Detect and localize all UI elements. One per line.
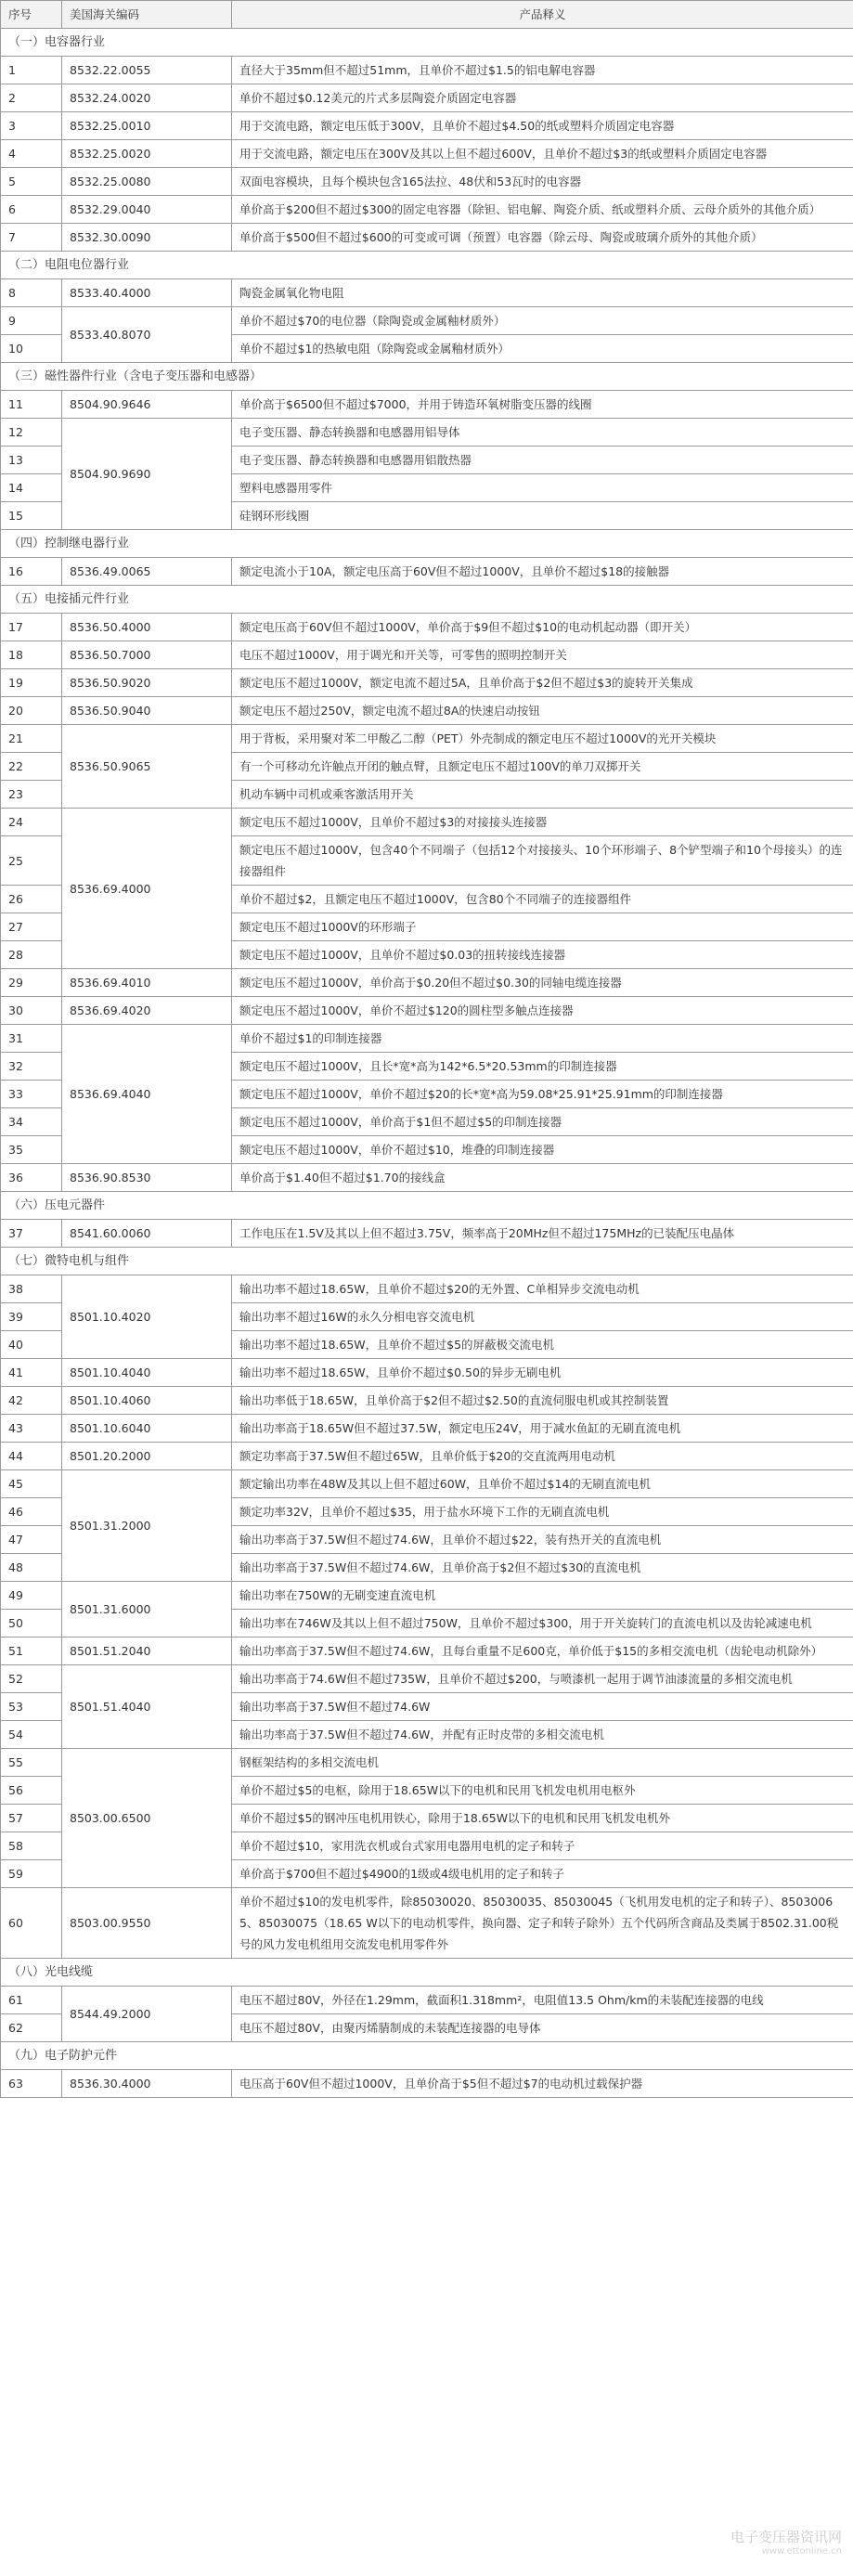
- table-row: [1, 1582, 853, 1610]
- row-number: 19: [1, 669, 62, 697]
- table-row: [1, 391, 853, 419]
- row-number: 4: [1, 140, 62, 168]
- hs-code: 8501.20.2000: [62, 1443, 232, 1470]
- hs-code: 8536.69.4010: [62, 969, 232, 997]
- row-number: 60: [1, 1888, 62, 1959]
- hs-code: 8532.25.0010: [62, 112, 232, 140]
- row-number: 22: [1, 753, 62, 781]
- section-row: [1, 1192, 853, 1220]
- product-description: 直径大于35mm但不超过51mm，且单价不超过$1.5的铝电解电容器: [232, 57, 853, 84]
- row-number: 26: [1, 886, 62, 913]
- product-description: 用于交流电路，额定电压在300V及其以上但不超过600V，且单价不超过$3的纸或塑料介质固定电容器: [232, 140, 853, 168]
- row-number: 48: [1, 1554, 62, 1582]
- hs-code: 8532.24.0020: [62, 84, 232, 112]
- row-number: 40: [1, 1331, 62, 1359]
- table-row: [1, 1470, 853, 1498]
- row-number: 14: [1, 474, 62, 502]
- row-number: 32: [1, 1053, 62, 1081]
- table-row: [1, 641, 853, 669]
- product-description: 单价高于$700但不超过$4900的1级或4级电机用的定子和转子: [232, 1860, 853, 1888]
- product-description: 额定电压不超过1000V，单价高于$0.20但不超过$0.30的同轴电缆连接器: [232, 969, 853, 997]
- row-number: 31: [1, 1025, 62, 1053]
- product-description: 单价不超过$5的电枢，除用于18.65W以下的电机和民用飞机发电机用电枢外: [232, 1777, 853, 1805]
- product-description: 额定功率高于37.5W但不超过65W，且单价低于$20的交直流两用电动机: [232, 1443, 853, 1470]
- table-row: [1, 1665, 853, 1693]
- product-description: 单价不超过$1的热敏电阻（除陶瓷或金属釉材质外）: [232, 335, 853, 363]
- product-description: 电压不超过1000V，用于调光和开关等，可零售的照明控制开关: [232, 641, 853, 669]
- row-number: 6: [1, 196, 62, 224]
- row-number: 1: [1, 57, 62, 84]
- product-description: 额定输出功率在48W及其以上但不超过60W，且单价不超过$14的无刷直流电机: [232, 1470, 853, 1498]
- header-no: 序号: [1, 1, 62, 29]
- hs-code: 8501.51.2040: [62, 1638, 232, 1665]
- row-number: 33: [1, 1081, 62, 1108]
- table-row: [1, 997, 853, 1025]
- product-description: 额定电压不超过1000V，且单价不超过$3的对接接头连接器: [232, 809, 853, 836]
- table-row: [1, 224, 853, 252]
- section-title: （一）电容器行业: [1, 29, 853, 57]
- row-number: 61: [1, 1987, 62, 2014]
- product-description: 额定电压不超过1000V，且长*宽*高为142*6.5*20.53mm的印制连接器: [232, 1053, 853, 1081]
- hs-code: 8501.10.4020: [62, 1275, 232, 1359]
- product-description: 单价高于$500但不超过$600的可变或可调（预置）电容器（除云母、陶瓷或玻璃介质外的其他介质）: [232, 224, 853, 252]
- product-description: 单价不超过$5的钢冲压电机用铁心，除用于18.65W以下的电机和民用飞机发电机外: [232, 1805, 853, 1832]
- product-description: 机动车辆中司机或乘客激活用开关: [232, 781, 853, 809]
- section-title: （二）电阻电位器行业: [1, 252, 853, 279]
- row-number: 17: [1, 614, 62, 641]
- hs-code: 8501.51.4040: [62, 1665, 232, 1749]
- product-description: 双面电容模块，且每个模块包含165法拉、48伏和53瓦时的电容器: [232, 168, 853, 196]
- row-number: 24: [1, 809, 62, 836]
- row-number: 36: [1, 1164, 62, 1192]
- section-row: [1, 252, 853, 279]
- hs-code: 8536.50.9040: [62, 697, 232, 725]
- row-number: 56: [1, 1777, 62, 1805]
- product-description: 额定电压高于60V但不超过1000V，单价高于$9但不超过$10的电动机起动器（即开关）: [232, 614, 853, 641]
- table-row: [1, 558, 853, 586]
- table-body: [1, 29, 853, 2098]
- row-number: 34: [1, 1108, 62, 1136]
- row-number: 35: [1, 1136, 62, 1164]
- product-description: 电子变压器、静态转换器和电感器用铝散热器: [232, 447, 853, 474]
- hs-code: 8532.30.0090: [62, 224, 232, 252]
- product-description: 用于交流电路，额定电压低于300V，且单价不超过$4.50的纸或塑料介质固定电容器: [232, 112, 853, 140]
- product-description: 额定电压不超过1000V，额定电流不超过5A，且单价高于$2但不超过$3的旋转开关集成: [232, 669, 853, 697]
- product-description: 单价不超过$70的电位器（除陶瓷或金属釉材质外）: [232, 307, 853, 335]
- table-row: [1, 697, 853, 725]
- row-number: 7: [1, 224, 62, 252]
- product-description: 额定电压不超过1000V，单价高于$1但不超过$5的印制连接器: [232, 1108, 853, 1136]
- product-description: 输出功率高于18.65W但不超过37.5W，额定电压24V，用于减水鱼缸的无刷直流电机: [232, 1415, 853, 1443]
- row-number: 45: [1, 1470, 62, 1498]
- hs-code: 8501.10.4060: [62, 1387, 232, 1415]
- table-row: [1, 614, 853, 641]
- section-title: （六）压电元器件: [1, 1192, 853, 1220]
- product-description: 输出功率不超过18.65W，且单价不超过$0.50的异步无刷电机: [232, 1359, 853, 1387]
- row-number: 37: [1, 1220, 62, 1248]
- watermark-url: www.ettonline.cn: [761, 2546, 842, 2557]
- hs-code: 8501.31.6000: [62, 1582, 232, 1638]
- hs-code: 8501.31.2000: [62, 1470, 232, 1582]
- row-number: 47: [1, 1526, 62, 1554]
- section-row: [1, 586, 853, 614]
- row-number: 55: [1, 1749, 62, 1777]
- product-description: 电子变压器、静态转换器和电感器用铝导体: [232, 419, 853, 447]
- table-row: [1, 196, 853, 224]
- row-number: 49: [1, 1582, 62, 1610]
- row-number: 51: [1, 1638, 62, 1665]
- product-description: 输出功率高于37.5W但不超过74.6W，并配有正时皮带的多相交流电机: [232, 1721, 853, 1749]
- product-description: 额定电压不超过250V，额定电流不超过8A的快速启动按钮: [232, 697, 853, 725]
- row-number: 39: [1, 1303, 62, 1331]
- hs-code: 8532.22.0055: [62, 57, 232, 84]
- product-description: 输出功率不超过18.65W，且单价不超过$5的屏蔽极交流电机: [232, 1331, 853, 1359]
- product-description: 输出功率高于37.5W但不超过74.6W，且单价高于$2但不超过$30的直流电机: [232, 1554, 853, 1582]
- section-row: [1, 363, 853, 391]
- header-row: [1, 1, 853, 29]
- hs-code: 8536.50.9065: [62, 725, 232, 809]
- product-description: 单价不超过$2，且额定电压不超过1000V，包含80个不同端子的连接器组件: [232, 886, 853, 913]
- product-description: 塑料电感器用零件: [232, 474, 853, 502]
- row-number: 53: [1, 1693, 62, 1721]
- section-title: （八）光电线缆: [1, 1959, 853, 1987]
- row-number: 2: [1, 84, 62, 112]
- hs-code: 8536.50.9020: [62, 669, 232, 697]
- section-title: （四）控制继电器行业: [1, 530, 853, 558]
- hs-code: 8536.90.8530: [62, 1164, 232, 1192]
- product-description: 单价高于$200但不超过$300的固定电容器（除钽、铝电解、陶瓷介质、纸或塑料介质、云母介质外的其他介质）: [232, 196, 853, 224]
- table-row: [1, 969, 853, 997]
- row-number: 50: [1, 1610, 62, 1638]
- row-number: 18: [1, 641, 62, 669]
- row-number: 43: [1, 1415, 62, 1443]
- row-number: 25: [1, 836, 62, 886]
- table-row: [1, 1415, 853, 1443]
- table-row: [1, 809, 853, 836]
- table-row: [1, 2070, 853, 2098]
- row-number: 27: [1, 913, 62, 941]
- table-row: [1, 725, 853, 753]
- product-description: 用于背板，采用聚对苯二甲酸乙二醇（PET）外壳制成的额定电压不超过1000V的光开关模块: [232, 725, 853, 753]
- product-description: 输出功率高于37.5W但不超过74.6W: [232, 1693, 853, 1721]
- hs-code: 8536.49.0065: [62, 558, 232, 586]
- product-description: 单价不超过$1的印制连接器: [232, 1025, 853, 1053]
- row-number: 38: [1, 1275, 62, 1303]
- table-row: [1, 1987, 853, 2014]
- row-number: 3: [1, 112, 62, 140]
- section-title: （三）磁性器件行业（含电子变压器和电感器）: [1, 363, 853, 391]
- hs-code: 8536.30.4000: [62, 2070, 232, 2098]
- table-row: [1, 1275, 853, 1303]
- product-description: 单价高于$6500但不超过$7000，并用于铸造环氧树脂变压器的线圈: [232, 391, 853, 419]
- row-number: 28: [1, 941, 62, 969]
- hs-code: 8541.60.0060: [62, 1220, 232, 1248]
- product-description: 单价不超过$0.12美元的片式多层陶瓷介质固定电容器: [232, 84, 853, 112]
- table-row: [1, 279, 853, 307]
- product-description: 工作电压在1.5V及其以上但不超过3.75V，频率高于20MHz但不超过175MHz的已装配压电晶体: [232, 1220, 853, 1248]
- row-number: 5: [1, 168, 62, 196]
- product-description: 输出功率不超过16W的永久分相电容交流电机: [232, 1303, 853, 1331]
- row-number: 23: [1, 781, 62, 809]
- section-row: [1, 2042, 853, 2070]
- hs-code: 8532.29.0040: [62, 196, 232, 224]
- product-description: 钢框架结构的多相交流电机: [232, 1749, 853, 1777]
- row-number: 12: [1, 419, 62, 447]
- hs-code: 8501.10.6040: [62, 1415, 232, 1443]
- product-description: 额定电压不超过1000V，单价不超过$10，堆叠的印制连接器: [232, 1136, 853, 1164]
- section-row: [1, 29, 853, 57]
- product-description: 额定电压不超过1000V，单价不超过$20的长*宽*高为59.08*25.91*25.91mm的印制连接器: [232, 1081, 853, 1108]
- product-description: 额定电压不超过1000V，单价不超过$120的圆柱型多触点连接器: [232, 997, 853, 1025]
- table-row: [1, 84, 853, 112]
- section-title: （九）电子防护元件: [1, 2042, 853, 2070]
- section-row: [1, 530, 853, 558]
- hs-code: 8536.50.4000: [62, 614, 232, 641]
- hs-code: 8536.69.4040: [62, 1025, 232, 1164]
- row-number: 57: [1, 1805, 62, 1832]
- table-row: [1, 1387, 853, 1415]
- table-row: [1, 1443, 853, 1470]
- section-row: [1, 1248, 853, 1275]
- row-number: 52: [1, 1665, 62, 1693]
- product-description: 额定电流小于10A，额定电压高于60V但不超过1000V，且单价不超过$18的接触器: [232, 558, 853, 586]
- table-row: [1, 112, 853, 140]
- table-row: [1, 1888, 853, 1959]
- product-description: 单价不超过$10，家用洗衣机或台式家用电器用电机的定子和转子: [232, 1832, 853, 1860]
- hs-code: 8501.10.4040: [62, 1359, 232, 1387]
- watermark: [730, 2527, 842, 2557]
- header-code: 美国海关编码: [62, 1, 232, 29]
- table-row: [1, 1164, 853, 1192]
- hs-code: 8544.49.2000: [62, 1987, 232, 2042]
- row-number: 41: [1, 1359, 62, 1387]
- product-description: 额定电压不超过1000V的环形端子: [232, 913, 853, 941]
- hs-code: 8504.90.9690: [62, 419, 232, 530]
- hs-code: 8533.40.8070: [62, 307, 232, 363]
- hs-code: 8532.25.0020: [62, 140, 232, 168]
- product-description: 硅钢环形线圈: [232, 502, 853, 530]
- table-row: [1, 57, 853, 84]
- row-number: 15: [1, 502, 62, 530]
- hs-code: 8536.69.4000: [62, 809, 232, 969]
- hs-code: 8536.69.4020: [62, 997, 232, 1025]
- watermark-title: 电子变压器资讯网: [730, 2529, 842, 2545]
- product-description: 单价不超过$10的发电机零件，除85030020、85030035、85030045（飞机用发电机的定子和转子）、85030065、85030075（18.65 W以下的电动机零件，换向器、定子和转子除外）五个代码所含商品及类属于8502.31.00税号的风力发电机组用交流发电机用零件外: [232, 1888, 853, 1959]
- row-number: 8: [1, 279, 62, 307]
- row-number: 62: [1, 2014, 62, 2042]
- product-description: 电压高于60V但不超过1000V，且单价高于$5但不超过$7的电动机过载保护器: [232, 2070, 853, 2098]
- product-description: 有一个可移动允许触点开闭的触点臂，且额定电压不超过100V的单刀双掷开关: [232, 753, 853, 781]
- hs-code: 8503.00.9550: [62, 1888, 232, 1959]
- table-row: [1, 1638, 853, 1665]
- product-description: 额定功率32V，且单价不超过$35，用于盐水环境下工作的无刷直流电机: [232, 1498, 853, 1526]
- row-number: 44: [1, 1443, 62, 1470]
- product-description: 单价高于$1.40但不超过$1.70的接线盒: [232, 1164, 853, 1192]
- table-row: [1, 1359, 853, 1387]
- hs-code: 8533.40.4000: [62, 279, 232, 307]
- row-number: 59: [1, 1860, 62, 1888]
- row-number: 21: [1, 725, 62, 753]
- row-number: 10: [1, 335, 62, 363]
- product-description: 输出功率高于37.5W但不超过74.6W，且单价不超过$22，装有热开关的直流电机: [232, 1526, 853, 1554]
- row-number: 16: [1, 558, 62, 586]
- row-number: 9: [1, 307, 62, 335]
- table-row: [1, 419, 853, 447]
- hs-code: 8536.50.7000: [62, 641, 232, 669]
- row-number: 29: [1, 969, 62, 997]
- row-number: 54: [1, 1721, 62, 1749]
- product-description: 输出功率不超过18.65W，且单价不超过$20的无外置、C单相异步交流电动机: [232, 1275, 853, 1303]
- table-row: [1, 1220, 853, 1248]
- row-number: 13: [1, 447, 62, 474]
- hs-code: 8504.90.9646: [62, 391, 232, 419]
- product-description: 输出功率在746W及其以上但不超过750W，且单价不超过$300，用于开关旋转门的直流电机以及齿轮减速电机: [232, 1610, 853, 1638]
- section-title: （七）微特电机与组件: [1, 1248, 853, 1275]
- row-number: 63: [1, 2070, 62, 2098]
- product-description: 输出功率高于37.5W但不超过74.6W，且每台重量不足600克，单价低于$15的多相交流电机（齿轮电动机除外）: [232, 1638, 853, 1665]
- header-desc: 产品释义: [232, 1, 853, 29]
- row-number: 58: [1, 1832, 62, 1860]
- product-description: 输出功率在750W的无刷变速直流电机: [232, 1582, 853, 1610]
- hs-code: 8503.00.6500: [62, 1749, 232, 1888]
- table-row: [1, 140, 853, 168]
- table-row: [1, 1749, 853, 1777]
- table-row: [1, 669, 853, 697]
- product-description: 额定电压不超过1000V，且单价不超过$0.03的扭转接线连接器: [232, 941, 853, 969]
- section-row: [1, 1959, 853, 1987]
- section-title: （五）电接插元件行业: [1, 586, 853, 614]
- hs-code: 8532.25.0080: [62, 168, 232, 196]
- product-description: 电压不超过80V，由聚丙烯腈制成的未装配连接器的电导体: [232, 2014, 853, 2042]
- row-number: 30: [1, 997, 62, 1025]
- row-number: 42: [1, 1387, 62, 1415]
- row-number: 11: [1, 391, 62, 419]
- product-description: 陶瓷金属氧化物电阻: [232, 279, 853, 307]
- product-description: 额定电压不超过1000V，包含40个不同端子（包括12个对接接头、10个环形端子、8个铲型端子和10个母接头）的连接器组件: [232, 836, 853, 886]
- row-number: 46: [1, 1498, 62, 1526]
- product-description: 输出功率高于74.6W但不超过735W，且单价不超过$200，与喷漆机一起用于调节油漆流量的多相交流电机: [232, 1665, 853, 1693]
- product-description: 电压不超过80V，外径在1.29mm，截面积1.318mm²，电阻值13.5 Ohm/km的未装配连接器的电线: [232, 1987, 853, 2014]
- table-row: [1, 168, 853, 196]
- row-number: 20: [1, 697, 62, 725]
- product-description: 输出功率低于18.65W，且单价高于$2但不超过$2.50的直流伺服电机或其控制装置: [232, 1387, 853, 1415]
- table-row: [1, 307, 853, 335]
- table-row: [1, 1025, 853, 1053]
